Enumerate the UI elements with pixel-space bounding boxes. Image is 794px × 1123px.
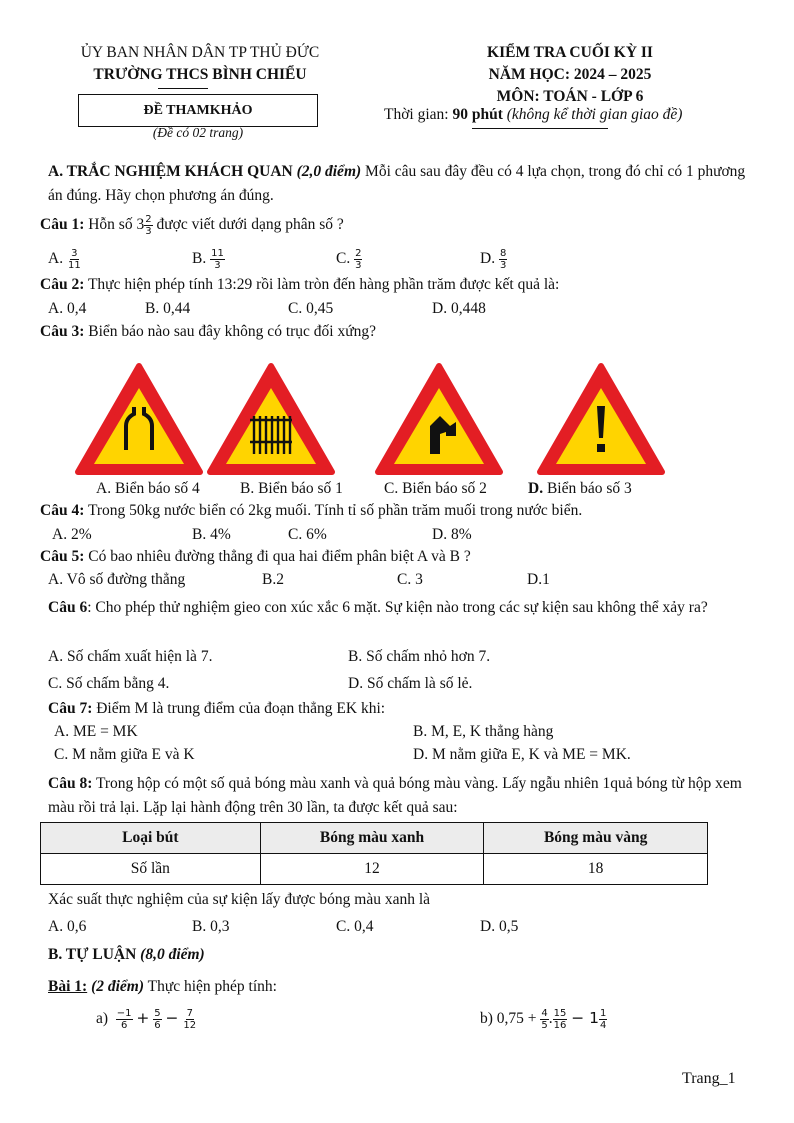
- q6-option-a: A. Số chấm xuất hiện là 7.: [48, 648, 213, 665]
- bai1-text: Thực hiện phép tính:: [144, 978, 277, 995]
- q3-option-d-text: Biển báo số 3: [543, 480, 632, 497]
- header-underline: [158, 88, 208, 89]
- q1-mixed-fraction: [144, 214, 152, 237]
- frac-den: 3: [499, 260, 507, 271]
- q4-option-a: A. 2%: [52, 526, 92, 543]
- fraction: [182, 1008, 197, 1031]
- q5-option-d: D.1: [527, 571, 550, 588]
- exam-type-box: ĐỀ THAMKHẢO: [78, 94, 318, 127]
- q8-question: Xác suất thực nghiệm của sự kiện lấy được bóng màu xanh là: [48, 891, 431, 908]
- q1-text-before: Hỗn số 3: [84, 216, 145, 234]
- fraction: [153, 1008, 161, 1031]
- fraction: [553, 1008, 568, 1031]
- narrow-road-sign-image: [74, 362, 204, 476]
- q1-option-a: [48, 248, 82, 271]
- q5-option-b: B.2: [262, 571, 284, 588]
- frac-den: 11: [67, 260, 81, 271]
- warning-exclamation-sign-image: [536, 362, 666, 476]
- q3-text: Biển báo nào sau đây không có trục đối xứng?: [84, 323, 376, 340]
- frac-den: 6: [154, 1020, 161, 1031]
- q6-option-d: D. Số chấm là số lẻ.: [348, 675, 473, 692]
- frac-num: 1: [600, 1008, 607, 1019]
- q8-stem: [48, 772, 748, 820]
- option-letter: A.: [48, 250, 64, 268]
- q2-option-d: D. 0,448: [432, 300, 486, 317]
- frac-den: 5: [541, 1020, 548, 1031]
- q5-label: Câu 5:: [40, 548, 85, 565]
- table-cell: 18: [484, 854, 708, 885]
- q6-option-c: C. Số chấm bằng 4.: [48, 675, 170, 692]
- section-a-instruction: Mỗi câu sau đây đều có 4 lựa chọn, trong đó chỉ có 1 phương án đúng. Hãy chọn phương án đúng.: [48, 163, 746, 204]
- frac-den: 16: [553, 1020, 567, 1031]
- frac-num: 4: [541, 1008, 548, 1019]
- time-note: (không kể thời gian giao đề): [502, 106, 683, 123]
- section-b-title: B. TỰ LUẬN: [48, 946, 137, 963]
- frac-den: 3: [214, 260, 221, 271]
- q5-text: Có bao nhiêu đường thẳng đi qua hai điểm phân biệt A và B ?: [84, 548, 471, 565]
- q8-label: Câu 8:: [48, 775, 93, 792]
- q7-option-d: D. M nằm giữa E, K và ME = MK.: [413, 746, 631, 763]
- pages-note: (Đề có 02 trang): [152, 125, 244, 140]
- frac-num: −1: [116, 1008, 132, 1019]
- section-b-points: (8,0 điểm): [136, 946, 205, 963]
- q4-option-c: C. 6%: [288, 526, 327, 543]
- railway-gate-sign-image: [206, 362, 336, 476]
- page-number: Trang_1: [682, 1070, 736, 1087]
- priority-road-sign-image: [374, 362, 504, 476]
- option-fraction: [210, 248, 225, 271]
- q8-option-a: A. 0,6: [48, 918, 87, 935]
- frac-num: 7: [186, 1008, 193, 1019]
- bai1-points: (2 điểm): [87, 978, 145, 995]
- bai1-part-b: [480, 1008, 607, 1031]
- q3-option-a: A. Biển báo số 4: [96, 480, 200, 497]
- q4-label: Câu 4:: [40, 502, 85, 519]
- q7-option-c: C. M nằm giữa E và K: [54, 746, 195, 763]
- q5-option-a: A. Vô số đường thẳng: [48, 571, 186, 588]
- part-a-label: a): [96, 1010, 109, 1028]
- section-a-title: A. TRẮC NGHIỆM KHÁCH QUAN: [48, 163, 293, 180]
- option-fraction: [67, 248, 82, 271]
- bai1-heading: [48, 978, 277, 996]
- school-year: NĂM HỌC: 2024 – 2025: [488, 66, 652, 83]
- table-header-cell: Bóng màu vàng: [484, 823, 708, 854]
- fraction: [540, 1008, 548, 1031]
- q7-option-a: A. ME = MK: [54, 723, 138, 740]
- q3-option-c: C. Biển báo số 2: [384, 480, 487, 497]
- part-b-label: b) 0,75 +: [480, 1010, 537, 1028]
- subject-grade: MÔN: TOÁN - LỚP 6: [496, 88, 644, 105]
- exam-title: KIỂM TRA CUỐI KỲ II: [487, 44, 653, 61]
- q6-stem: [48, 596, 748, 620]
- q2-option-b: B. 0,44: [145, 300, 191, 317]
- q7-text: Điểm M là trung điểm của đoạn thẳng EK khi:: [92, 700, 386, 717]
- header-school: TRƯỜNG THCS BÌNH CHIỂU: [93, 66, 307, 83]
- option-letter: C.: [336, 250, 351, 268]
- q8-text: Trong hộp có một số quả bóng màu xanh và quả bóng màu vàng. Lấy ngẫu nhiên 1quả bóng từ hộp xem màu rồi trả lại. Lặp lại hành động trên 30 lần, ta được kết quả sau:: [48, 775, 742, 816]
- fraction: [599, 1008, 607, 1031]
- q3-option-d: [528, 480, 632, 498]
- operator: − 1: [571, 1009, 600, 1028]
- table-cell: Số lần: [41, 854, 261, 885]
- q6-label: Câu 6: [48, 599, 88, 616]
- q3-stem: [40, 323, 376, 341]
- q7-stem: [48, 700, 385, 718]
- q5-stem: [40, 548, 471, 566]
- frac-num: 15: [553, 1008, 567, 1019]
- option-letter: D.: [480, 250, 496, 268]
- q3-option-b: B. Biển báo số 1: [240, 480, 343, 497]
- operator: +: [136, 1009, 150, 1028]
- exam-time: [384, 106, 682, 124]
- table-row: [41, 854, 708, 885]
- option-fraction: [354, 248, 362, 271]
- time-underline: [472, 128, 608, 129]
- q8-option-b: B. 0,3: [192, 918, 230, 935]
- q4-stem: [40, 502, 582, 520]
- table-header-cell: Bóng màu xanh: [260, 823, 484, 854]
- q8-option-c: C. 0,4: [336, 918, 374, 935]
- operator: .: [548, 1010, 553, 1028]
- frac-num: 11: [211, 248, 224, 259]
- frac-num: 2: [355, 248, 362, 259]
- q8-option-d: D. 0,5: [480, 918, 519, 935]
- frac-den: 3: [355, 260, 362, 271]
- section-a-points: (2,0 điểm): [292, 163, 362, 180]
- q1-option-b: [192, 248, 225, 271]
- frac-num: 3: [71, 248, 78, 259]
- table-header-row: [41, 823, 708, 854]
- frac-num: 8: [499, 248, 507, 259]
- frac-den: 6: [120, 1020, 128, 1031]
- option-fraction: [499, 248, 507, 271]
- q5-option-c: C. 3: [397, 571, 423, 588]
- q2-option-a: A. 0,4: [48, 300, 87, 317]
- q6-text: : Cho phép thử nghiệm gieo con xúc xắc 6 mặt. Sự kiện nào trong các sự kiện sau không thể xảy ra?: [87, 599, 708, 616]
- q2-label: Câu 2:: [40, 276, 85, 293]
- q3-option-d-letter: D.: [528, 480, 544, 497]
- q4-option-d: D. 8%: [432, 526, 472, 543]
- frac-den: 12: [183, 1020, 197, 1031]
- q4-text: Trong 50kg nước biển có 2kg muối. Tính tỉ số phần trăm muối trong nước biển.: [84, 502, 583, 519]
- table-header-cell: Loại bút: [41, 823, 261, 854]
- q7-option-b: B. M, E, K thẳng hàng: [413, 723, 554, 740]
- fraction: [116, 1008, 133, 1031]
- q8-results-table: [40, 822, 708, 885]
- frac-den: 3: [145, 226, 152, 237]
- time-value: 90 phút: [452, 106, 503, 123]
- q1-text-after: được viết dưới dạng phân số ?: [152, 216, 344, 234]
- q1-option-d: [480, 248, 507, 271]
- table-cell: 12: [260, 854, 484, 885]
- time-prefix: Thời gian:: [384, 106, 453, 123]
- section-a-heading: [48, 160, 748, 208]
- bai1-part-a: [96, 1008, 197, 1031]
- frac-num: 2: [145, 214, 152, 225]
- operator: −: [165, 1009, 179, 1028]
- header-authority: ỦY BAN NHÂN DÂN TP THỦ ĐỨC: [80, 44, 320, 61]
- q1-option-c: [336, 248, 362, 271]
- q2-text: Thực hiện phép tính 13:29 rồi làm tròn đến hàng phần trăm được kết quả là:: [84, 276, 560, 293]
- q6-option-b: B. Số chấm nhỏ hơn 7.: [348, 648, 491, 665]
- frac-den: 4: [600, 1020, 607, 1031]
- q2-option-c: C. 0,45: [288, 300, 334, 317]
- q1-stem: [40, 214, 344, 237]
- q3-label: Câu 3:: [40, 323, 85, 340]
- bai1-label: Bài 1:: [48, 978, 88, 995]
- q4-option-b: B. 4%: [192, 526, 231, 543]
- q2-stem: [40, 276, 559, 294]
- q7-label: Câu 7:: [48, 700, 93, 717]
- frac-num: 5: [154, 1008, 161, 1019]
- option-letter: B.: [192, 250, 207, 268]
- q1-label: Câu 1:: [40, 216, 85, 234]
- section-b-heading: [48, 946, 205, 964]
